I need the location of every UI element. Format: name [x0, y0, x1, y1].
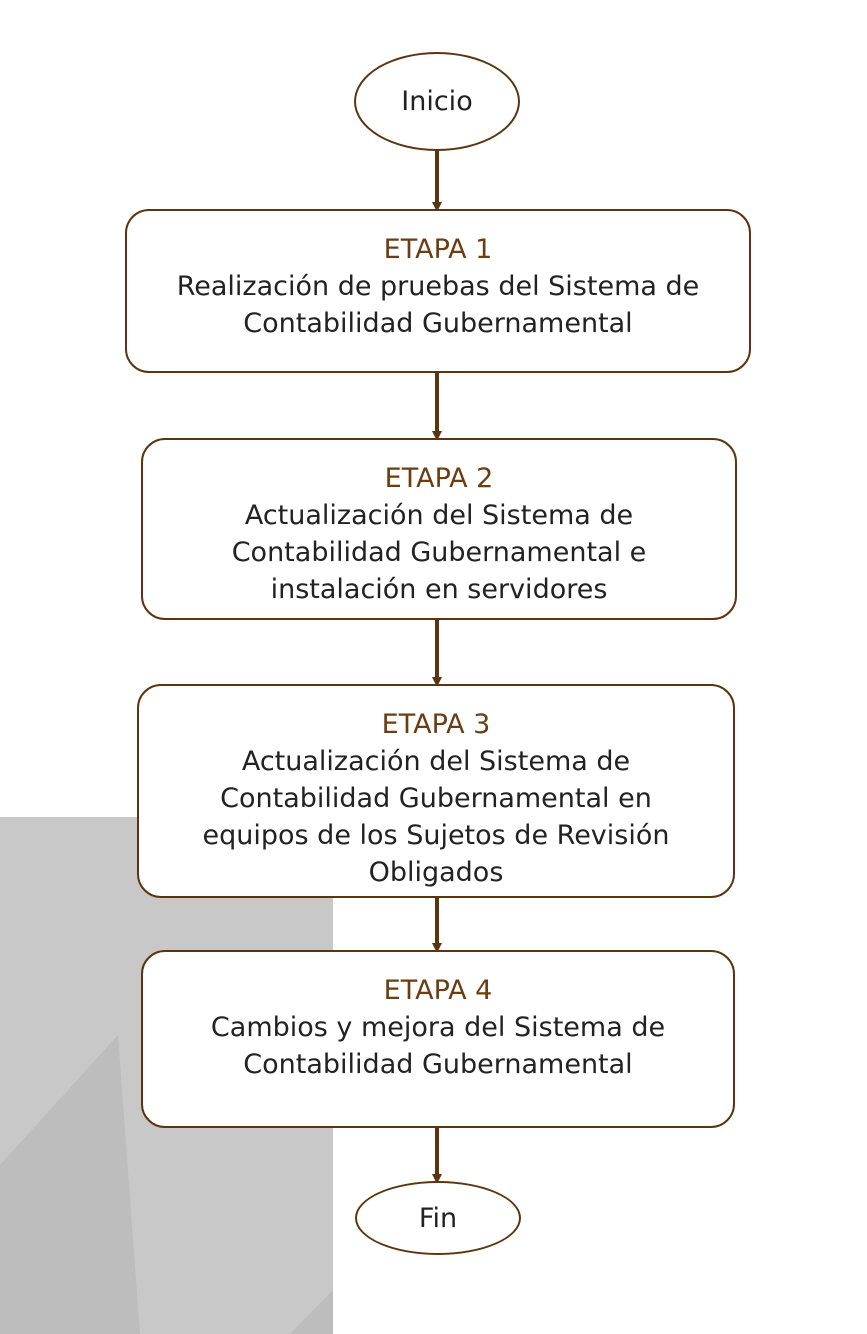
start-node	[354, 52, 520, 151]
stage-1-box	[125, 209, 751, 373]
stage-2-title: ETAPA 2	[384, 463, 494, 494]
end-node	[355, 1181, 521, 1255]
stage-3-box	[137, 684, 735, 898]
stage-2-description: Actualización del Sistema de Contabilidad Gubernamental e instalación en servidores	[231, 500, 647, 605]
stage-4-description: Cambios y mejora del Sistema de Contabilidad Gubernamental	[210, 1012, 666, 1080]
end-label: Fin	[418, 1202, 458, 1234]
stage-3-description: Actualización del Sistema de Contabilidad Gubernamental en equipos de los Sujetos de Revisión Obligados	[202, 746, 670, 888]
stage-3-title: ETAPA 3	[381, 709, 491, 740]
start-label: Inicio	[401, 86, 473, 117]
stage-4-box	[141, 950, 735, 1128]
stage-1-title: ETAPA 1	[383, 234, 493, 265]
stage-1-description: Realización de pruebas del Sistema de Contabilidad Gubernamental	[176, 271, 700, 339]
stage-4-title: ETAPA 4	[383, 975, 493, 1006]
stage-2-box	[141, 438, 737, 620]
